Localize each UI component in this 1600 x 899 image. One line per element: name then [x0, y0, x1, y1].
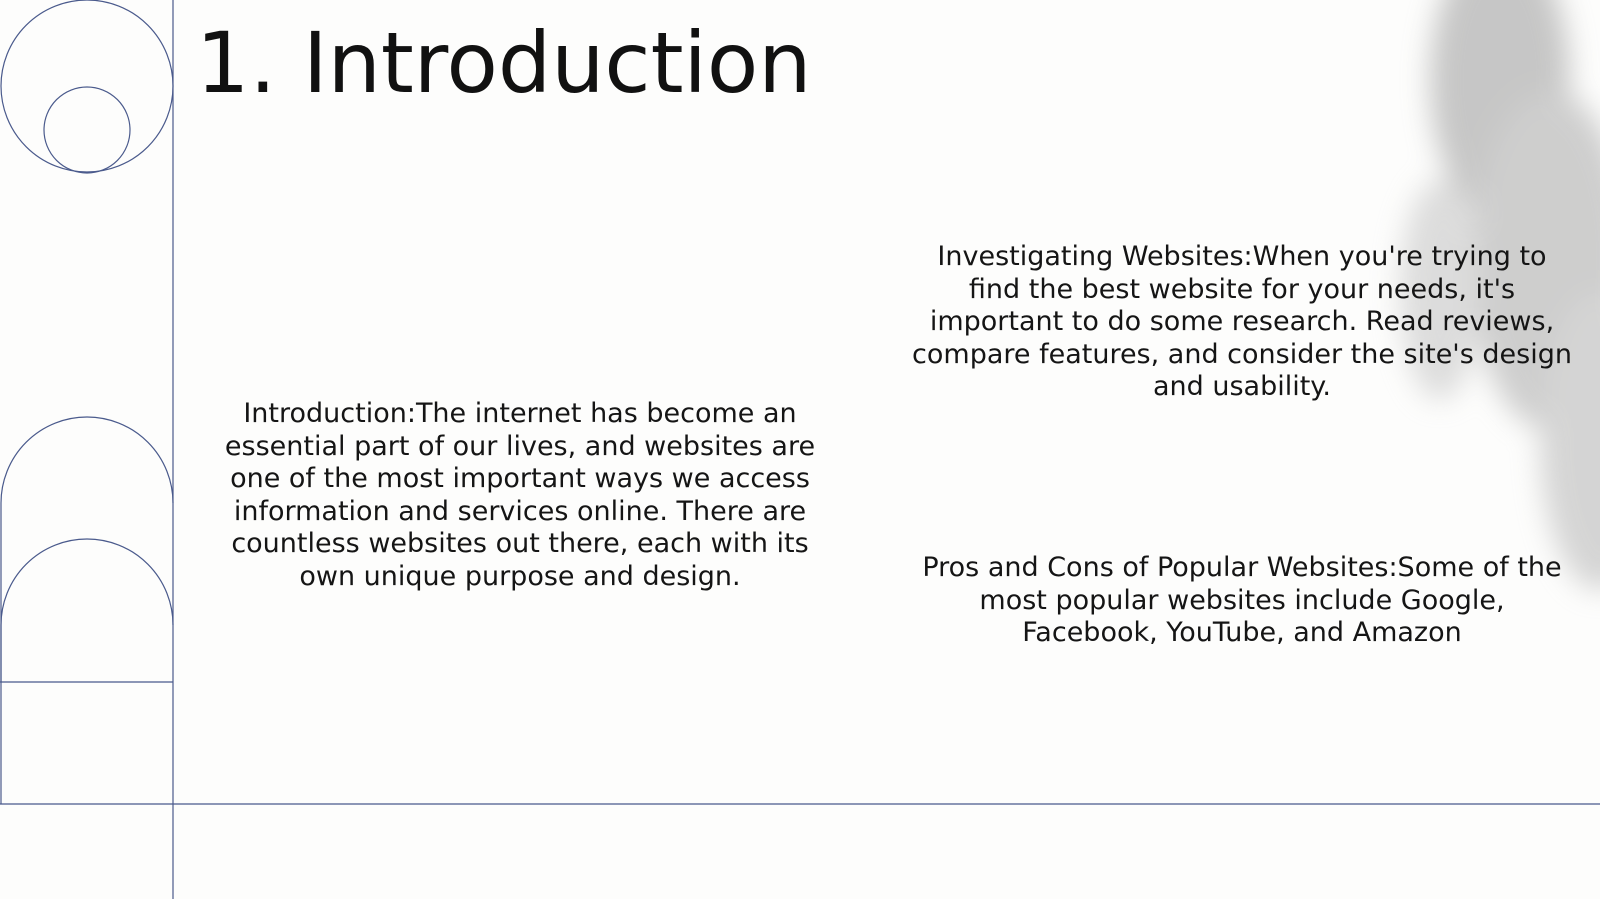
introduction-text-box: Introduction:The internet has become an essential part of our lives, and websites are one of the most important ways we access information and services online. There are countless websites out there, each with its own unique purpose and design. — [224, 398, 816, 592]
slide-title: 1. Introduction — [196, 14, 812, 112]
investigating-websites-text-box: Investigating Websites:When you're trying to find the best website for your needs, it's important to do some research. Read reviews, compare features, and consider the site's design and usability. — [912, 241, 1572, 402]
pros-and-cons-text-box: Pros and Cons of Popular Websites:Some of the most popular websites include Google, Facebook, YouTube, and Amazon — [922, 552, 1562, 648]
